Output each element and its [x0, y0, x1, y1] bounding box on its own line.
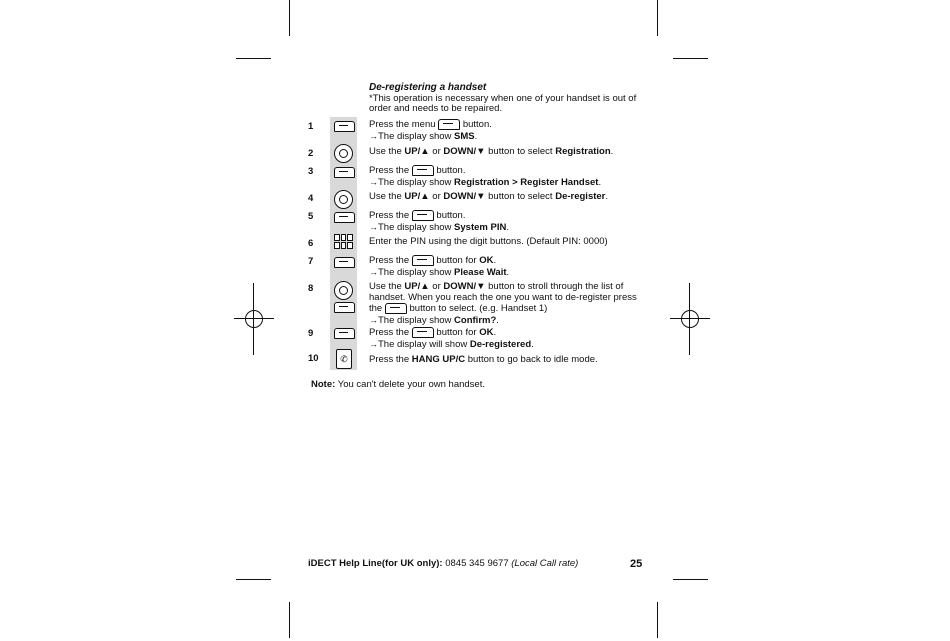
navigation-key-icon: [334, 281, 353, 300]
arrow-icon: →: [369, 221, 378, 232]
key-label: UP/▲: [404, 191, 430, 202]
punctuation: .: [493, 327, 497, 339]
step-text: button to stroll through the list of handset. When you reach the one you want to de-register press the: [369, 281, 637, 315]
registration-mark-left: [234, 299, 274, 339]
menu-button-icon: [385, 303, 407, 314]
step-8: [369, 282, 644, 326]
display-text: OK: [479, 255, 494, 267]
arrow-icon: →: [369, 314, 378, 325]
crop-mark: [673, 58, 708, 59]
punctuation: .: [496, 314, 499, 326]
intro-text: *This operation is necessary when one of your handset is out of order and needs to be repaired.: [369, 93, 637, 114]
step-text: or: [432, 146, 441, 157]
key-label: UP/▲: [404, 281, 430, 292]
menu-button-icon: [334, 257, 355, 268]
step-text: Press the menu: [369, 119, 436, 131]
step-number: 9: [308, 328, 314, 339]
page-number: 25: [630, 558, 643, 570]
step-text: button to select: [488, 191, 553, 202]
step-text: or: [432, 191, 441, 202]
punctuation: .: [493, 255, 497, 267]
step-7: [369, 255, 644, 278]
step-number: 3: [308, 166, 314, 177]
navigation-key-icon: [334, 190, 353, 209]
crop-mark: [689, 283, 690, 355]
step-text: The display show: [378, 130, 452, 142]
step-5: [369, 210, 644, 233]
step-10: [369, 355, 644, 366]
step-text: The display show: [378, 221, 452, 233]
punctuation: .: [506, 266, 510, 278]
menu-button-icon: [412, 255, 434, 266]
registration-mark-right: [670, 299, 710, 339]
step-text: Press the: [369, 210, 410, 222]
section-title: De-registering a handset: [369, 82, 487, 93]
step-number: 5: [308, 211, 314, 222]
footer-number: 0845 345 9677: [445, 558, 509, 569]
key-label: DOWN/▼: [443, 281, 486, 292]
step-9: [369, 327, 644, 350]
step-text: The display will show: [378, 338, 468, 350]
step-text: Use the: [369, 281, 402, 292]
key-label: DOWN/▼: [443, 191, 486, 202]
arrow-icon: →: [369, 266, 378, 277]
crop-mark: [657, 602, 658, 638]
display-text: SMS: [454, 130, 475, 142]
menu-button-icon: [412, 165, 434, 176]
step-number: 6: [308, 238, 314, 249]
crop-mark: [236, 579, 271, 580]
step-number: 1: [308, 121, 314, 132]
step-text: Press the: [369, 255, 410, 267]
note-label: Note:: [311, 379, 336, 390]
navigation-key-icon: [334, 144, 353, 163]
menu-button-icon: [334, 212, 355, 223]
crop-mark: [289, 602, 290, 638]
step-text: Enter the PIN using the digit buttons. (Default PIN: 0000): [369, 236, 608, 247]
crop-mark: [289, 0, 290, 36]
hang-up-button-icon: ✆: [336, 349, 352, 369]
display-text: Registration: [555, 146, 611, 157]
step-number: 8: [308, 283, 314, 294]
punctuation: .: [610, 146, 614, 157]
step-6: [369, 237, 644, 248]
step-text: button for: [436, 255, 477, 267]
crop-mark: [236, 58, 271, 59]
punctuation: .: [531, 338, 534, 350]
display-text: System PIN: [454, 221, 507, 233]
step-4: [369, 192, 644, 203]
arrow-icon: →: [369, 130, 378, 141]
display-text: Confirm?: [454, 314, 497, 326]
key-label: UP/▲: [404, 146, 430, 157]
step-1: [369, 119, 644, 142]
menu-button-icon: [334, 302, 355, 313]
display-text: OK: [479, 327, 494, 339]
menu-button-icon: [412, 327, 434, 338]
keypad-icon: [334, 234, 353, 249]
step-text: Press the: [369, 165, 410, 177]
crop-mark: [673, 579, 708, 580]
step-text: button for: [436, 327, 477, 339]
step-text: button to select: [488, 146, 553, 157]
arrow-icon: →: [369, 338, 378, 349]
punctuation: .: [506, 221, 509, 233]
step-text: button to go back to idle mode.: [467, 354, 598, 365]
step-number: 10: [308, 353, 319, 364]
step-text: or: [432, 281, 441, 292]
step-text: The display show: [378, 176, 452, 188]
step-text: Use the: [369, 146, 402, 157]
menu-button-icon: [334, 167, 355, 178]
step-number: 4: [308, 193, 314, 204]
crop-mark: [657, 0, 658, 36]
key-label: HANG UP/C: [411, 354, 466, 365]
step-text: The display show: [378, 314, 452, 326]
note: [311, 379, 485, 390]
step-text: Press the: [369, 354, 410, 365]
step-number: 7: [308, 256, 314, 267]
menu-button-icon: [438, 119, 460, 130]
step-2: [369, 147, 644, 158]
crop-mark: [253, 283, 254, 355]
step-text: Press the: [369, 327, 410, 339]
arrow-icon: →: [369, 176, 378, 187]
step-number: 2: [308, 148, 314, 159]
step-text: Use the: [369, 191, 402, 202]
step-text: button.: [436, 210, 466, 222]
step-text: button.: [436, 165, 466, 177]
step-3: [369, 165, 644, 188]
note-text: You can't delete your own handset.: [337, 379, 485, 390]
key-label: DOWN/▼: [443, 146, 486, 157]
step-text: The display show: [378, 266, 452, 278]
step-text: button to select. (e.g. Handset 1): [409, 303, 548, 315]
menu-button-icon: [334, 121, 355, 132]
punctuation: .: [605, 191, 609, 202]
footer-helpline: [308, 558, 578, 569]
menu-button-icon: [412, 210, 434, 221]
punctuation: .: [598, 176, 602, 188]
display-text: De-register: [555, 191, 606, 202]
display-text: Please Wait: [454, 266, 507, 278]
display-text: Registration > Register Handset: [454, 176, 599, 188]
punctuation: .: [474, 130, 478, 142]
display-text: De-registered: [469, 338, 532, 350]
step-text: button.: [462, 119, 492, 131]
footer-rate: (Local Call rate): [511, 558, 579, 569]
footer-label: iDECT Help Line(for UK only):: [308, 558, 443, 569]
menu-button-icon: [334, 328, 355, 339]
